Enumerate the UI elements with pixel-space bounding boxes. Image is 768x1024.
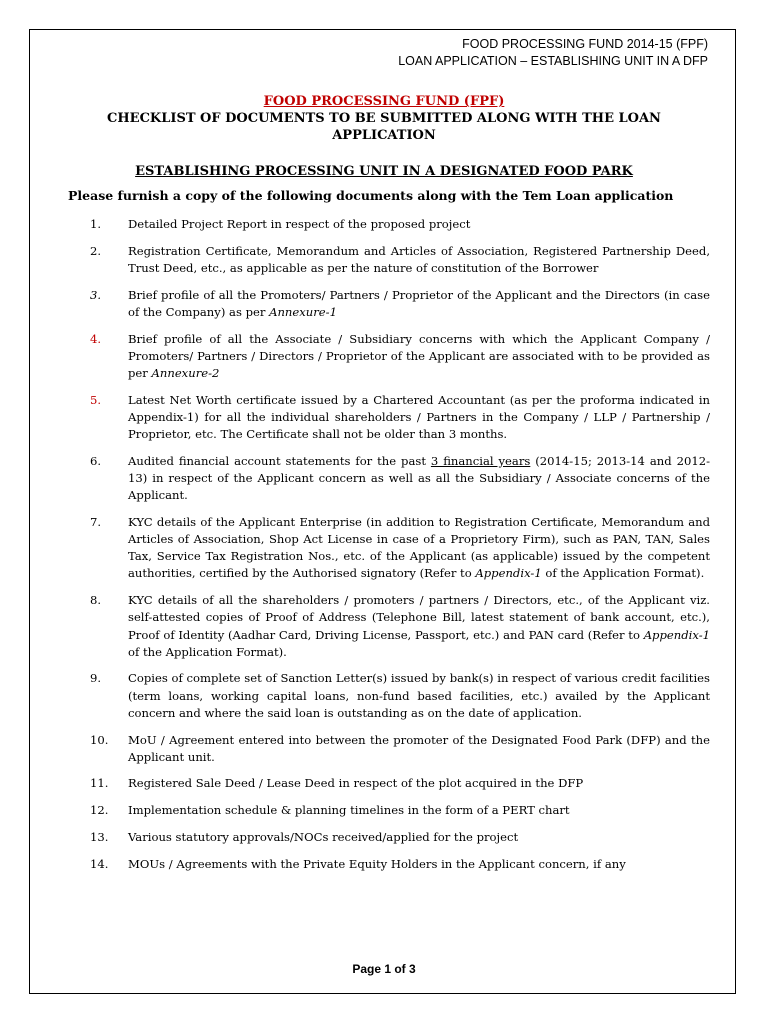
item-text-part: Brief profile of all the Promoters/ Partners / Proprietor of the Applicant and the Directors (in case of the Company) as per [128,287,710,319]
item-text: Detailed Project Report in respect of the proposed project [128,217,471,231]
appendix-reference: Appendix-1 [643,627,710,642]
checklist-title: CHECKLIST OF DOCUMENTS TO BE SUBMITTED ALONG WITH THE LOAN APPLICATION [107,111,661,143]
item-number: 7. [90,514,102,529]
intro-instruction: Please furnish a copy of the following documents along with the Tem Loan application [68,188,674,203]
item-number: 3. [90,287,102,302]
item-text: MOUs / Agreements with the Private Equity Holders in the Applicant concern, if any [128,856,626,871]
item-text-part: Audited financial account statements for the past [128,453,431,468]
item-text: Latest Net Worth certificate issued by a Chartered Accountant (as per the proforma indicated in Appendix-1) for all the individual shareholders / Partners in the Company / LLP / Partnership / Proprietor, etc. The Certificate shall not be older than 3 months. [128,392,710,442]
list-item [90,243,710,277]
list-item [90,287,710,321]
item-text: MoU / Agreement entered into between the promoter of the Designated Food Park (DFP) and the Applicant unit. [128,732,710,764]
item-text [128,287,710,321]
list-item [90,216,710,233]
annexure-reference: Annexure-1 [269,304,337,319]
item-text [128,453,710,505]
list-item [90,802,710,819]
item-text [128,331,710,383]
item-text-part: of the Application Format). [128,644,287,659]
item-text-part: (2014-15; 2013-14 and 2012-13) in respect of the Applicant concern as well as all the Subsidiary / Associate concerns of the Applicant. [128,453,710,503]
item-number: 10. [90,732,109,747]
item-number: 12. [90,803,109,818]
item-text-part: of the Application Format). [541,566,705,581]
title-block [60,93,708,180]
fund-title: FOOD PROCESSING FUND (FPF) [263,94,505,109]
header-line-1: FOOD PROCESSING FUND 2014-15 (FPF) [462,37,708,51]
item-text: Copies of complete set of Sanction Letter(s) issued by bank(s) in respect of various credit facilities (term loans, working capital loans, non-fund based facilities, etc.) availed by the Applicant concern and where the said loan is outstanding as on the date of application. [128,671,710,720]
item-number: 5. [90,392,102,407]
list-item [90,392,710,444]
item-number: 6. [90,453,102,468]
item-number: 13. [90,829,109,844]
item-number: 11. [90,776,109,791]
list-item [90,829,710,846]
item-text-part: KYC details of the Applicant Enterprise (in addition to Registration Certificate, Memorandum and Articles of Association, Shop Act License in case of a Proprietory Firm), such as PAN, TAN, Sales Tax, Service Tax Registration Nos., etc. of the Applicant (as applicable) issued by the competent authorities, certified by the Authorised signatory (Refer to [128,514,710,581]
list-item [90,732,710,766]
item-number: 1. [90,217,102,231]
item-number: 9. [90,671,102,686]
item-text: Registration Certificate, Memorandum and Articles of Association, Registered Partnership Deed, Trust Deed, etc., as applicable as per the nature of constitution of the Borrower [128,243,710,275]
document-checklist [90,216,710,882]
list-item [90,670,710,722]
item-number: 14. [90,856,109,871]
item-text [128,514,710,583]
list-item [90,592,710,661]
item-text: Implementation schedule & planning timelines in the form of a PERT chart [128,803,570,818]
list-item [90,514,710,583]
header-line-2: LOAN APPLICATION – ESTABLISHING UNIT IN A DFP [398,54,708,68]
item-text: Registered Sale Deed / Lease Deed in respect of the plot acquired in the DFP [128,776,584,791]
financial-years-emphasis: 3 financial years [430,453,531,468]
list-item [90,775,710,792]
list-item [90,331,710,383]
item-number: 8. [90,593,102,608]
running-header [398,36,708,70]
item-text [128,592,710,661]
item-text-part: Brief profile of all the Associate / Subsidiary concerns with which the Applicant Company / Promoters/ Partners / Directors / Proprietor of the Applicant are associated with to be provided as per [128,331,710,380]
item-number: 2. [90,243,102,258]
list-item [90,856,710,873]
item-text-part: KYC details of all the shareholders / promoters / partners / Directors, etc., of the Applicant viz. self-attested copies of Proof of Address (Telephone Bill, latest statement of bank account, etc.), Proof of Identity (Aadhar Card, Driving License, Passport, etc.) and PAN card (Refer to [128,593,710,642]
annexure-reference: Annexure-2 [151,365,220,380]
list-item [90,453,710,505]
item-number: 4. [90,331,102,346]
document-subtitle: ESTABLISHING PROCESSING UNIT IN A DESIGNATED FOOD PARK [135,164,633,179]
item-text: Various statutory approvals/NOCs received/applied for the project [128,829,519,844]
appendix-reference: Appendix-1 [475,566,542,581]
page-number: Page 1 of 3 [352,962,416,976]
